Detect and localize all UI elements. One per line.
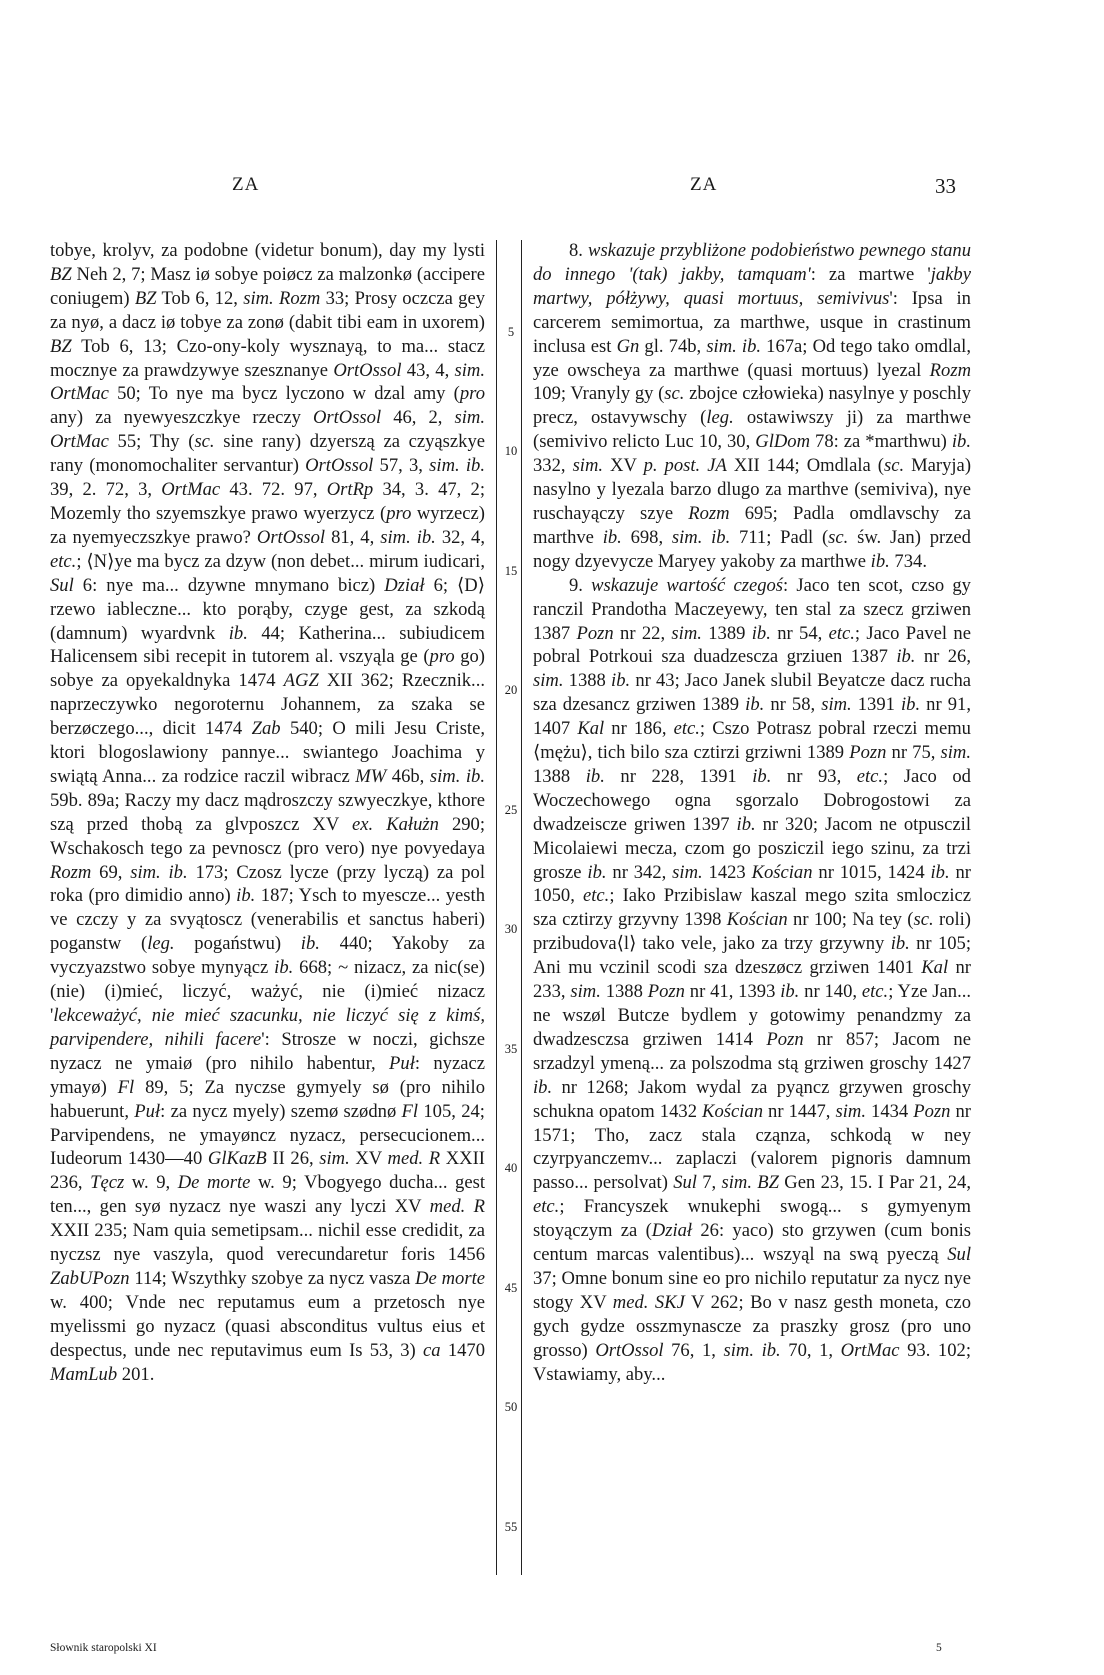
- right-column: [533, 239, 971, 1387]
- entry-paragraph: tobye, krolyv, za podobne (videtur bonum), day my lysti BZ Neh 2, 7; Masz iø sobye poiøcz za malzonkø (accipere coniugem) BZ Tob 6, 12, sim. Rozm 33; Prosy oczcza gey za nyø, a dacz iø tobye za zonø (dabit tibi eam in uxorem) BZ Tob 6, 13; Czo-ony-koly wysznayą, to ma... stacz mocznye za prawdzywye szesznanye OrtOssol 43, 4, sim. OrtMac 50; To nye ma bycz lyczono w dzal amy (pro any) za nyewyeszczkye rzeczy OrtOssol 46, 2, sim. OrtMac 55; Thy (sc. sine rany) dzyerszą za czyąszkye rany (monomochaliter servantur) OrtOssol 57, 3, sim. ib. 39, 2. 72, 3, OrtMac 43. 72. 97, OrtRp 34, 3. 47, 2; Mozemly tho szyemszkye prawo wyerzycz (pro wyrzecz) za nyemyeczszkye prawo? OrtOssol 81, 4, sim. ib. 32, 4, etc.; ⟨N⟩ye ma bycz za dzyw (non debet... mirum iudicari, Sul 6: nye ma... dzywne mnymano bicz) Dział 6; ⟨D⟩rzewo iableczne... kto porąby, czyge gest, za szkodą (damnum) wyardvnk ib. 44; Katherina... subiudicem Halicensem sibi recepit in tutorem al. vszyąla ge (pro go) sobye za opyekaldnyka 1474 AGZ XII 362; Rzecznik... naprzeczywko negoroternu Johannem, za szaka se berzøczego..., dicit 1474 Zab 540; O mili Jesu Criste, ktori blogoslawiony pannye... swiantego Joachima y swiątą Anna... za rodzice raczil wibracz MW 46b, sim. ib. 59b. 89a; Raczy my dacz mądroszczy szwyeczkye, kthore szą przed thobą za glvposzcz XV ex. Kałużn 290; Wschakosch tego za pevnoscz (pro vero) nye povyedaya Rozm 69, sim. ib. 173; Czosz lycze (przy lyczą) za pol roka (pro dimidio anno) ib. 187; Ysch to myescze... yesth ve czczy y za svyątoscz (venerabilis et sanctus haberi) poganstw (leg. pogaństwu) ib. 440; Yakoby za vyczyazstwo sobye mynyącz ib. 668; ~ nizacz, za nic(se) (nie) (i)mieć, liczyć, ważyć, nie (i)mieć nizacz 'lekceważyć, nie mieć szacunku, nie liczyć się z kimś, parvipendere, nihili facere': Strosze w noczi, gichsze nyzacz ne ymaiø (pro nihilo habentur, Puł: nyzacz ymayø) Fl 89, 5; Za nyczse gymyely sø (pro nihilo habuerunt, Puł: za nycz myely) szemø szødnø Fl 105, 24; Parvipendens, ne ymayøncz nyzacz, persecucionem... Iudeorum 1430—40 GlKazB II 26, sim. XV med. R XXII 236, Tęcz w. 9, De morte w. 9; Vbogyego ducha... gest ten..., gen syø nyzacz nye waszi any lyczi XV med. R XXII 235; Nam quia semetipsam... nichil esse credidit, za nyczsz nye vaszyla, quod verecundaretur foris 1456 ZabUPozn 114; Wszythky szobye za nycz vasza De morte w. 400; Vnde nec reputamus eum a przetosch nye myelissmi go nyzacz (quasi absconditus vultus eius et despectus, unde nec reputavimus eum Is 53, 3) ca 1470 MamLub 201.: [50, 240, 486, 1385]
- line-number: 30: [504, 922, 518, 936]
- sense-8-paragraph: 8. wskazuje przybliżone podobieństwo pewnego stanu do innego '(tak) jakby, tamquam': za martwe 'jakby martwy, półżywy, quasi mortuus, semivivus': Ipsa in carcerem semimortua, za marthwe, usque in crastinum inclusa est Gn gl. 74b, sim. ib. 167a; Od tego tako omdlal, yze owscheya za marthwe (quasi mortuus) lyezal Rozm 109; Vranyly gy (sc. zbojce człowieka) nasylnye y poschly precz, ostavywschy (leg. ostawiwszy ji) za marthwe (semivivo relicto Luc 10, 30, GlDom 78: za *marthwu) ib. 332, sim. XV p. post. JA XII 144; Omdlala (sc. Maryja) nasylno y lyezala barzo dlugo za marthve (semiviva), nye ruschayączy szye Rozm 695; Padla omdlavschy za marthve ib. 698, sim. ib. 711; Padl (sc. św. Jan) przed nogy dzyevycze Maryey yakoby za marthwe ib. 734.: [533, 240, 972, 572]
- line-number: 25: [504, 803, 518, 817]
- line-number: 15: [504, 564, 518, 578]
- line-number: 20: [504, 683, 518, 697]
- footer-book-title: Słownik staropolski XI: [50, 1642, 157, 1654]
- line-number: 40: [504, 1161, 518, 1175]
- column-rule-left: [496, 240, 497, 1575]
- column-rule-right: [521, 240, 522, 1575]
- sense-9-paragraph: 9. wskazuje wartość czegoś: Jaco ten scot, czso gy ranczil Prandotha Maczeyewy, ten stal za szecz grziwen 1387 Pozn nr 22, sim. 1389 ib. nr 54, etc.; Jaco Pavel ne pobral Potrkoui sza duadzescza grziuen 1387 ib. nr 26, sim. 1388 ib. nr 43; Jaco Janek slubil Beyatcze dacz rucha sza dzesancz grziwen 1389 ib. nr 58, sim. 1391 ib. nr 91, 1407 Kal nr 186, etc.; Cszo Potrasz pobral rzeczi memu ⟨mężu⟩, tich bilo sza cztirzi grziwni 1389 Pozn nr 75, sim. 1388 ib. nr 228, 1391 ib. nr 93, etc.; Jaco od Woczechowego ogna sgorzalo Dobrogostowi za dwadzeiscze griwen 1397 ib. nr 320; Jacom ne otpusczil Micolaiewi mecza, czom go posziczil iego szinu, za trzi grosze ib. nr 342, sim. 1423 Kościan nr 1015, 1424 ib. nr 1050, etc.; Iako Przibislaw kaszal mego szita smloczicz sza cztirzy grzyvny 1398 Kościan nr 100; Na tey (sc. roli) przibudova⟨l⟩ tako vele, jako za trzy grzywny ib. nr 105; Ani mu vczinil scodi sza dzeszøcz grziwen 1401 Kal nr 233, sim. 1388 Pozn nr 41, 1393 ib. nr 140, etc.; Yze Jan... ne wszøl Butcze bydlem y gotowimy penandzmy za dwadzesczsa grziwen 1414 Pozn nr 857; Jacom ne srzadzyl ymeną... za polszodma stą grziwen groschy 1427 ib. nr 1268; Jakom wydal za pyąncz grzywen groschy schukna opatom 1432 Kościan nr 1447, sim. 1434 Pozn nr 1571; Tho, zacz stala cząnza, schkodą w ney czyrpyanczemv... zaplaczi (valorem pignoris damnum passo... persolvat) Sul 7, sim. BZ Gen 23, 15. I Par 21, 24, etc.; Francyszek wnukephi swogą... s gymyenym stoyączym za (Dział 26: yaco) sto grzywen (cum bonis centum marcas valentibus)... wszyąl na swą pyeczą Sul 37; Omne bonum sine eo pro nichilo reputatur za nycz nye stogy XV med. SKJ V 262; Bo v nasz gesth moneta, czo gych gydze osszmynascze za praszky grosz (pro uno grosso) OrtOssol 76, 1, sim. ib. 70, 1, OrtMac 93. 102; Vstawiamy, aby...: [533, 574, 972, 1385]
- line-number: 45: [504, 1281, 518, 1295]
- line-number: 10: [504, 444, 518, 458]
- line-number: 55: [504, 1520, 518, 1534]
- header-left-title: ZA: [232, 174, 260, 195]
- line-number: 50: [504, 1400, 518, 1414]
- line-number: 35: [504, 1042, 518, 1056]
- page-number: 33: [935, 174, 956, 198]
- header-right-title: ZA: [690, 174, 718, 195]
- left-column: [50, 239, 485, 1387]
- line-number: 5: [507, 325, 515, 339]
- footer-signature-mark: 5: [936, 1642, 942, 1654]
